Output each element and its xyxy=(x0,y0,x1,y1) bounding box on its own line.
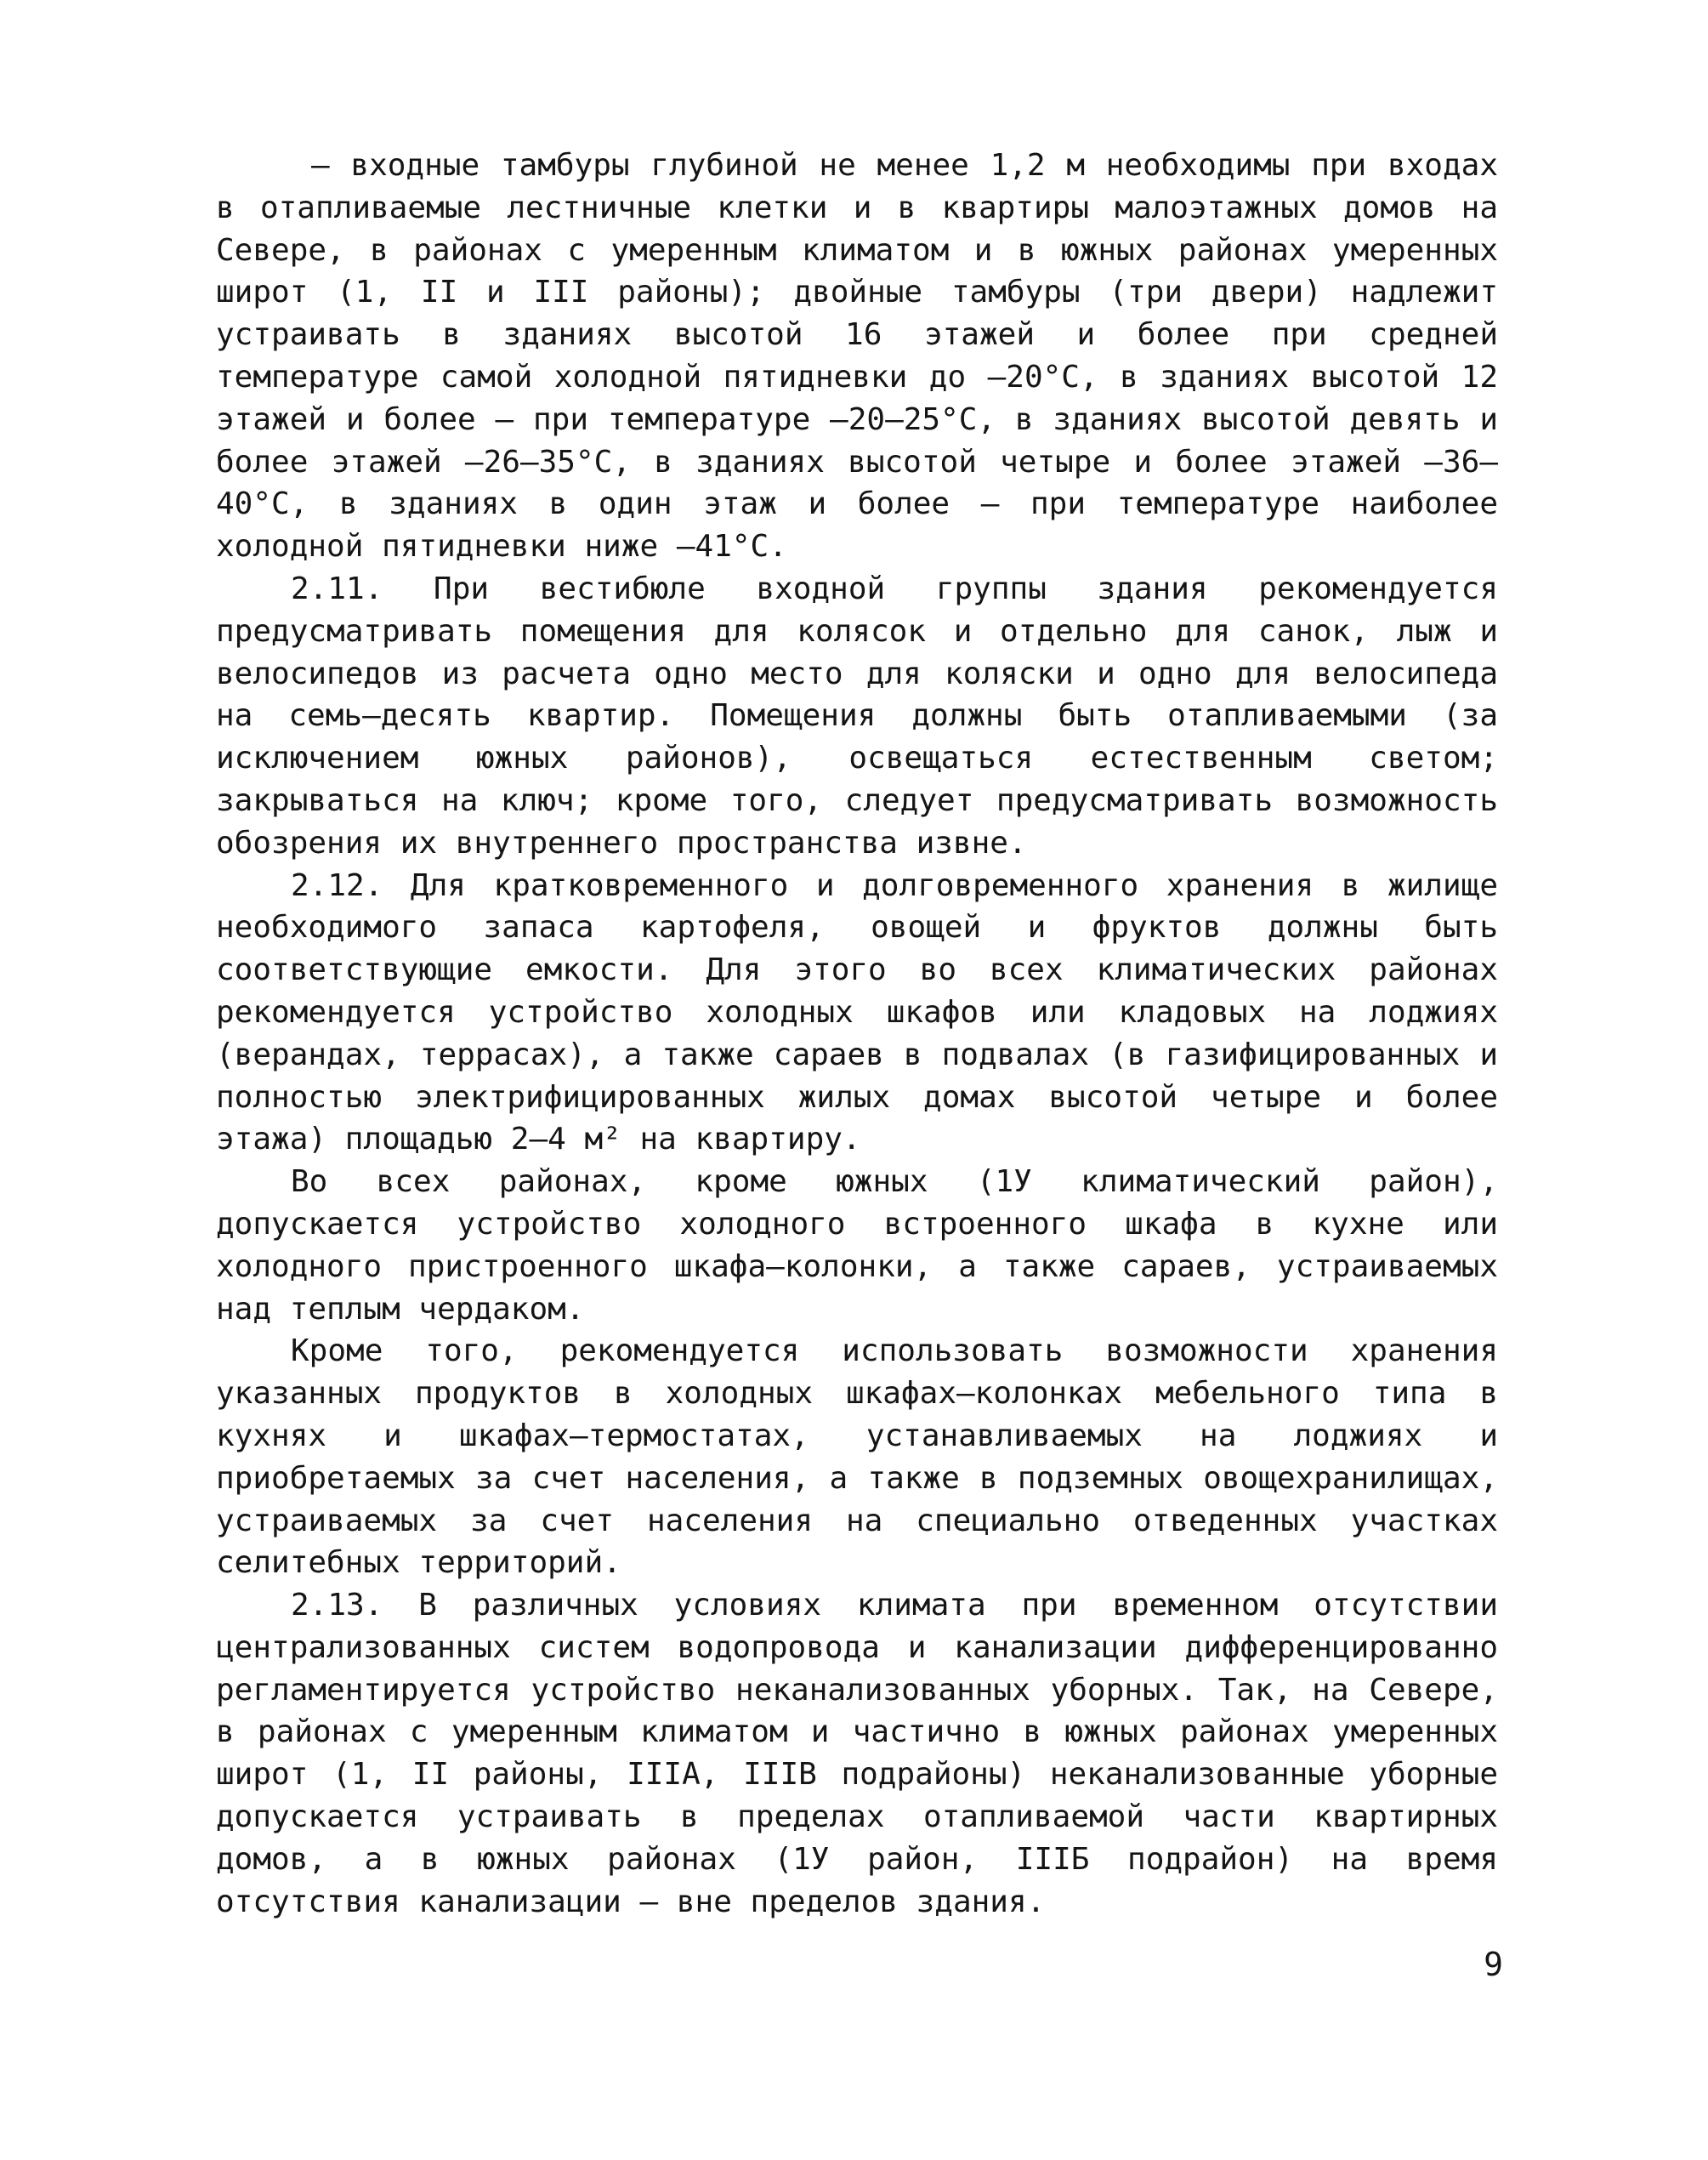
paragraph-2-11: 2.11. При вестибюле входной группы здания рекомендуется предусматривать помещения для колясок и отдельно для санок, лыж и велосипедов из расчета одно место для коляски и одно для велосипеда на семь–десять квартир. Помещения должны быть отапливаемыми (за исключением южных районов), освещаться естественным светом; закрываться на ключ; кроме того, следует предусматривать возможность обозрения их внутреннего пространства извне. xyxy=(216,571,1498,861)
paragraph-2-12: 2.12. Для кратковременного и долговременного хранения в жилище необходимого запаса картофеля, овощей и фруктов должны быть соответствующие емкости. Для этого во всех климатических районах рекомендуется устройство холодных шкафов или кладовых на лоджиях (верандах, террасах), а также сараев в подвалах (в газифицированных и полностью электрифицированных жилых домах высотой четыре и более этажа) площадью 2–4 м² на квартиру. xyxy=(216,867,1498,1157)
paragraph-vestibule-tambours: – входные тамбуры глубиной не менее 1,2 м необходимы при входах в отапливаемые лестничные клетки и в квартиры малоэтажных домов на Севере, в районах с умеренным климатом и в южных районах умеренных широт (1, II и III районы); двойные тамбуры (три двери) надлежит устраивать в зданиях высотой 16 этажей и более при средней температуре самой холодной пятидневки до –20°С, в зданиях высотой 12 этажей и более – при температуре –20–25°С, в зданиях высотой девять и более этажей –26–35°С, в зданиях высотой четыре и более этажей –36–40°С, в зданиях в один этаж и более – при температуре наиболее холодной пятидневки ниже –41°С. xyxy=(216,148,1498,565)
paragraph-storage-options: Кроме того, рекомендуется использовать возможности хранения указанных продуктов в холодных шкафах–колонках мебельного типа в кухнях и шкафах–термостатах, устанавливаемых на лоджиях и приобретаемых за счет населения, а также в подземных овощехранилищах, устраиваемых за счет населения на специально отведенных участках селитебных территорий. xyxy=(216,1333,1498,1581)
page-number: 9 xyxy=(1484,1946,1503,1983)
body-text xyxy=(216,145,1498,1923)
paragraph-southern-regions: Во всех районах, кроме южных (1У климатический район), допускается устройство холодного встроенного шкафа в кухне или холодного пристроенного шкафа–колонки, а также сараев, устраиваемых над теплым чердаком. xyxy=(216,1164,1498,1327)
paragraph-2-13: 2.13. В различных условиях климата при временном отсутствии централизованных систем водопровода и канализации дифференцированно регламентируется устройство неканализованных уборных. Так, на Севере, в районах с умеренным климатом и частично в южных районах умеренных широт (1, II районы, IIIА, IIIВ подрайоны) неканализованные уборные допускается устраивать в пределах отапливаемой части квартирных домов, а в южных районах (1У район, IIIБ подрайон) на время отсутствия канализации – вне пределов здания. xyxy=(216,1588,1498,1919)
